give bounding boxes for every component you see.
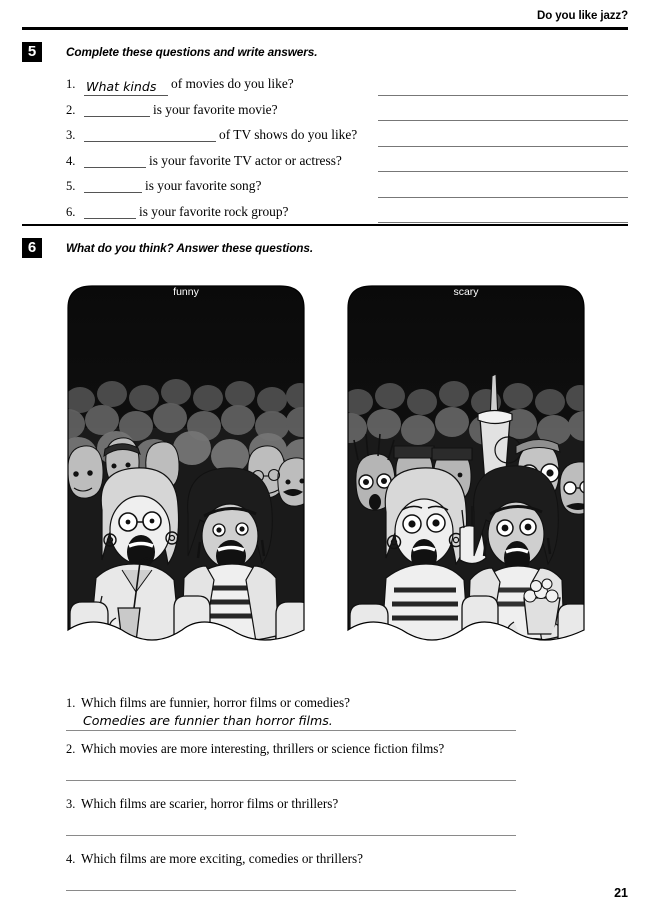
question-text: of movies do you like? (171, 76, 294, 91)
exercise-5-number-badge: 5 (22, 42, 42, 62)
question-text: is your favorite rock group? (139, 203, 289, 219)
exercise-5-row (66, 178, 396, 204)
question-line (66, 740, 536, 758)
header-rule (22, 27, 628, 30)
item-number: 2. (66, 102, 76, 117)
item-number: 4. (66, 852, 76, 866)
answer-write-line[interactable] (378, 76, 628, 102)
question-text: of TV shows do you like? (219, 127, 358, 142)
item-number: 3. (66, 797, 76, 811)
answer-handwritten[interactable]: Comedies are funnier than horror films. (83, 713, 333, 728)
answer-write-line[interactable] (378, 102, 628, 128)
exercise-5-answer-lines (378, 76, 628, 229)
header-title: Do you like jazz? (537, 10, 628, 22)
item-number: 2. (66, 742, 76, 756)
page-header (22, 6, 628, 24)
illustration-funny (62, 278, 310, 680)
illustration-scary (342, 278, 590, 680)
question-line (66, 850, 536, 868)
answer-blank[interactable] (84, 204, 136, 219)
answer-write-line[interactable] (378, 127, 628, 153)
answer-write-line[interactable] (66, 835, 516, 836)
question-line (66, 694, 536, 712)
exercise-6-item (66, 795, 536, 836)
exercise-6-instruction: What do you think? Answer these questions. (66, 241, 314, 255)
question-text: Which films are more exciting, comedies or thrillers? (81, 851, 363, 866)
answer-write-line[interactable] (378, 153, 628, 179)
answer-write-line[interactable] (66, 890, 516, 891)
answer-blank[interactable] (84, 102, 150, 117)
exercise-5-row (66, 127, 396, 153)
item-number: 4. (66, 153, 76, 168)
question-line (66, 795, 536, 813)
question-text: Which films are funnier, horror films or comedies? (81, 695, 350, 710)
answer-blank[interactable] (84, 178, 142, 193)
item-number: 1. (66, 77, 76, 91)
illustration-panels (62, 278, 590, 680)
answer-blank[interactable] (84, 127, 216, 142)
exercise-6-item (66, 850, 536, 891)
panel-label-funny: funny (173, 286, 199, 298)
question-text: Which movies are more interesting, thrillers or science fiction films? (81, 741, 445, 756)
exercise-5-row (66, 153, 396, 179)
exercise-6-number-badge: 6 (22, 238, 42, 258)
cinema-audience-screaming-drawing (342, 278, 590, 680)
section-divider (22, 224, 628, 226)
item-number: 1. (66, 696, 76, 710)
exercise-6-item (66, 694, 536, 731)
exercise-6-question-list (66, 694, 536, 891)
answer-write-line[interactable] (66, 780, 516, 781)
panel-label-scary: scary (453, 286, 479, 298)
exercise-6-item (66, 740, 536, 781)
question-text: Which films are scarier, horror films or thrillers? (81, 796, 339, 811)
exercise-5-row (66, 76, 396, 102)
cinema-audience-laughing-drawing (62, 278, 310, 680)
exercise-5-instruction: Complete these questions and write answers. (66, 45, 318, 59)
question-text: is your favorite song? (145, 178, 262, 193)
page-number: 21 (614, 886, 628, 900)
item-number: 5. (66, 179, 76, 193)
exercise-5-row (66, 102, 396, 128)
answer-write-line[interactable] (378, 178, 628, 204)
question-text: is your favorite movie? (153, 101, 278, 117)
question-text: is your favorite TV actor or actress? (149, 152, 342, 168)
item-number: 3. (66, 128, 76, 142)
answer-blank-filled[interactable]: What kinds (84, 79, 168, 96)
exercise-5-question-list (66, 76, 396, 229)
answer-blank[interactable] (84, 153, 146, 168)
answer-write-line[interactable] (66, 730, 516, 731)
item-number: 6. (66, 204, 76, 219)
